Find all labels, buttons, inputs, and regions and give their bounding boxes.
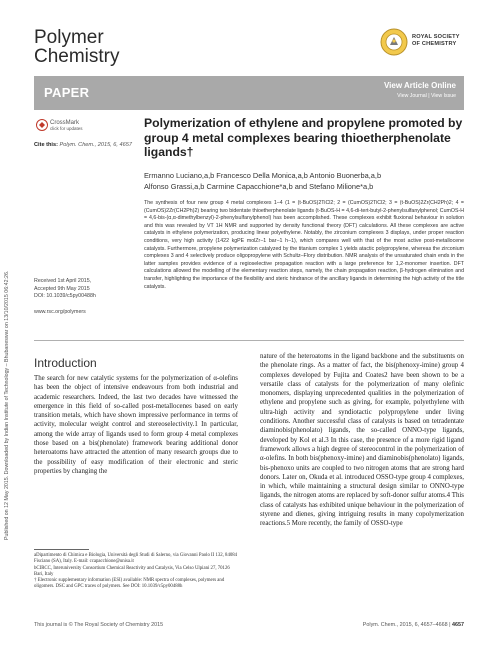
- article-title: Polymerization of ethylene and propylene promoted by group 4 metal complexes bearing thioetherphenolate ligands†: [144, 116, 463, 159]
- footnote-affiliation-b: bCIRCC, Interuniversity Consortium Chemical Reactivity and Catalysis, Via Celso Ulpiani 27, 70126 Bari, Italy: [34, 565, 230, 577]
- section-heading-introduction: Introduction: [34, 356, 97, 370]
- authors-line1: Ermanno Luciano,a,b Francesco Della Monica,a,b Antonio Buonerba,a,b: [144, 171, 382, 180]
- rsc-crest-icon: [380, 28, 408, 56]
- accepted-date: Accepted 9th May 2015: [34, 285, 90, 292]
- author-list: [144, 170, 464, 192]
- article-type-band: [34, 76, 464, 110]
- header-divider: [34, 340, 464, 341]
- page-number: 4657: [452, 622, 464, 628]
- footer-separator: |: [449, 622, 452, 628]
- abstract-text: The synthesis of four new group 4 metal complexes 1–4 (1 = (t-BuOS)2TiCl2; 2 = (CumOS)2TiCl2; 3 = (t-BuOS)2Zr(CH2Ph)2; 4 = (CumOS)2Zr(CH2Ph)2) bearing two bidentate thioetherphenolate ligands (t-BuOS-H = 4,6-di-tert-butyl-2-phenylsulfanylphenol; CumOS-H = 4,6-bis-(α,α-dimethylbenzyl)-2-phenylsulfanylphenol) has been accomplished. These complexes exhibit fluxional behaviour in solution and this was revealed by VT 1H NMR and supported by density functional theory (DFT) calculations. All these complexes are active catalysts in ethylene polymerization, producing linear polyethylene. Notably, the zirconium complexes 3 displays, under proper reaction conditions, very high activity (1422 kgPE molZr−1 bar−1 h−1), which compares well with that of the most active post-metallocene catalysts. Furthermore, propylene polymerization catalyzed by the titanium complex 1 yields atactic polypropylene, whereas the zirconium complexes 3 and 4 selectively produce oligopropylene with Schultz–Flory distribution. NMR analysis of the unsaturated chain ends in the latter samples provides evidence of a regioselective propagation reaction with a large preference for 1,2-monomer insertion. DFT calculations allowed the modelling of the elementary reaction steps, namely, the chain propagation reaction, β-hydrogen elimination and transfer, highlighting the importance of the flexibility and steric hindrance of the ancillary ligands in determining the high activity of the title catalysts.: [144, 200, 464, 290]
- crossmark-icon: [36, 119, 48, 131]
- journal-website-link[interactable]: www.rsc.org/polymers: [34, 309, 86, 315]
- received-date: Received 1st April 2015,: [34, 278, 92, 284]
- received-dates: [34, 278, 134, 301]
- body-text-right-column: nature of the heteroatoms in the ligand backbone and the substituents on the phenolate rings. As a matter of fact, the bis(phenoxy-imine) group 4 complexes developed by Fujita and Coates2 have been shown to be a versatile class of catalysts for the polymerization of many olefinic monomers, displaying unprecedented qualities in the polymerization of ethylene and propylene such as giving, for example, polyethylene with ultra-high activity and syndiotactic polypropylene under living conditions. Another successful class of catalysts is based on tetradentate diaminobis(phenolato) ligands, the so-called ONNO-type ligands, developed by Kol et al.3 In this case, the presence of a more rigid ligand framework allows a high degree of stereocontrol in the polymerization of α-olefins. In both bis(phenoxy-imine) and diaminobis(phenolato) ligands, bis-phenoxo units are coupled to two nitrogen atoms that are strong hard donors. Later on, Okuda et al. introduced OSSO-type group 4 complexes, in which, while maintaining a structural design similar to ONNO-type ligands, the nitrogen atoms are replaced by soft-donor sulfur atoms.4 This class of catalysts has exhibited unique behaviour in the polymerization of styrene and dienes, giving intriguing results in many copolymerization reactions.5 More recently, the family of OSSO-type: [260, 353, 464, 528]
- article-type-label: PAPER: [44, 85, 90, 100]
- copyright-footer: This journal is © The Royal Society of Chemistry 2015: [34, 622, 164, 628]
- journal-title-line1: Polymer: [34, 27, 104, 48]
- download-note: Published on 12 May 2015. Downloaded by Indian Institute of Technology – Bhubaneswar on 13/10/2015 06:42:26.: [4, 270, 10, 540]
- cite-label: Cite this:: [34, 142, 58, 148]
- page-footer: [363, 622, 464, 628]
- crossmark-badge[interactable]: [36, 118, 96, 136]
- crossmark-sublabel: click for updates: [50, 126, 83, 131]
- footnote-affiliation-a: aDipartimento di Chimica e Biologia, Università degli Studi di Salerno, via Giovanni Paolo II 132, 84084 Fisciano (SA), Italy. E-mail: ccapacchione@unisa.it: [34, 553, 238, 565]
- rsc-logo[interactable]: [380, 24, 466, 72]
- logo-line1: ROYAL SOCIETY: [412, 34, 460, 40]
- journal-title[interactable]: [34, 28, 120, 66]
- view-journal-issue-links[interactable]: View Journal | View Issue: [397, 93, 456, 99]
- view-article-online-link[interactable]: View Article Online: [383, 81, 456, 90]
- body-text-left-column: The search for new catalytic systems for the polymerization of α-olefins has been the object of intensive endeavours from both industrial and academic researchers. Indeed, the last two decades have witnessed the emergence in this field of so-called post-metallocenes based on early transition metals, which have shown impressive performance in terms of activity, molecular weight control and stereoselectivity.1 In particular, among the wide array of ligands used to form group 4 metal complexes those based on a bis(phenolate) framework bearing additional donor heteroatoms have attracted the attention of many research groups due to the possibility of easy modification of their electronic and steric properties by changing the: [34, 375, 238, 475]
- authors-line2: Alfonso Grassi,a,b Carmine Capacchione*a,b and Stefano Milione*a,b: [144, 182, 374, 191]
- footnote-rule: [34, 549, 89, 550]
- crossmark-label: CrossMark: [50, 120, 80, 126]
- doi-label[interactable]: DOI: 10.1039/c5py00488h: [34, 293, 96, 299]
- journal-title-line2: Chemistry: [34, 46, 120, 67]
- footer-citation: Polym. Chem., 2015, 6, 4657–4668: [362, 622, 448, 628]
- footnote-esi: † Electronic supplementary information (ESI) available: NMR spectra of complexes, polymers and oligomers. DSC and GPC traces of polymers. See DOI: 10.1039/c5py00488h: [34, 578, 225, 590]
- cite-text: Polym. Chem., 2015, 6, 4657: [59, 142, 132, 148]
- logo-line2: OF CHEMISTRY: [412, 40, 457, 47]
- citation-info: [34, 142, 134, 150]
- affiliation-footnotes: [34, 553, 238, 591]
